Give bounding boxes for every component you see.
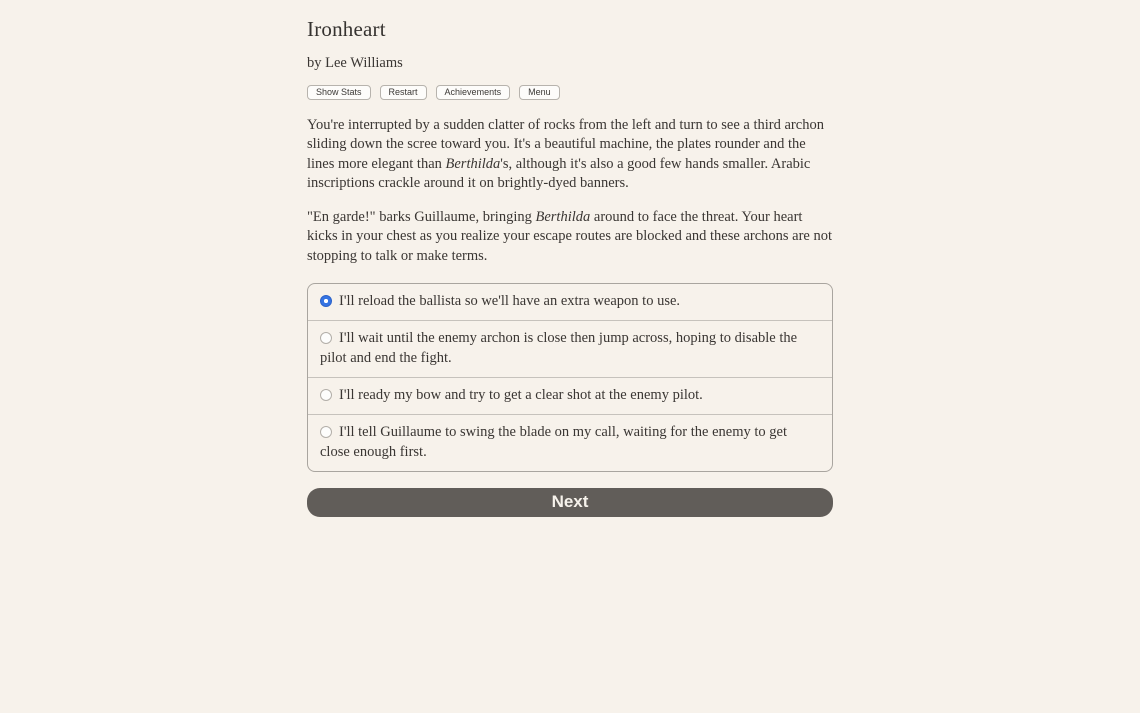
radio-unselected-icon[interactable] (320, 389, 332, 401)
radio-unselected-icon[interactable] (320, 332, 332, 344)
toolbar-button-achievements[interactable]: Achievements (436, 85, 511, 100)
next-button[interactable]: Next (307, 488, 833, 517)
toolbar (307, 85, 833, 100)
story-paragraph (307, 116, 833, 193)
toolbar-button-show-stats[interactable]: Show Stats (307, 85, 371, 100)
story-text (307, 116, 833, 266)
choice-option-label: I'll tell Guillaume to swing the blade on my call, waiting for the enemy to get close enough first. (320, 424, 787, 460)
toolbar-button-menu[interactable]: Menu (519, 85, 560, 100)
story-segment: around to face the threat. Your heart kicks in your chest as you realize your escape routes are blocked and these archons are not stopping to talk or make terms. (307, 209, 833, 264)
choice-option-4[interactable] (308, 415, 832, 471)
story-segment: "En garde!" barks Guillaume, bringing (307, 209, 536, 226)
story-segment: 's, although it's also a good few hands smaller. Arabic inscriptions crackle around it on brightly-dyed banners. (307, 155, 811, 191)
author-byline: by Lee Williams (307, 55, 403, 71)
story-segment-italic: Berthilda (535, 209, 591, 226)
choice-option-2[interactable] (308, 321, 832, 378)
story-paragraph (307, 208, 833, 266)
radio-unselected-icon[interactable] (320, 426, 332, 438)
story-segment-italic: Berthilda (445, 155, 501, 172)
toolbar-button-restart[interactable]: Restart (380, 85, 427, 100)
choice-option-3[interactable] (308, 378, 832, 415)
choice-list (307, 283, 833, 472)
game-content (307, 0, 833, 517)
choice-option-label: I'll ready my bow and try to get a clear shot at the enemy pilot. (339, 386, 703, 403)
choice-option-label: I'll reload the ballista so we'll have an extra weapon to use. (339, 293, 681, 310)
story-segment: You're interrupted by a sudden clatter of rocks from the left and turn to see a third archon sliding down the scree toward you. It's a beautiful machine, the plates rounder and the lines more elegant than (307, 117, 824, 172)
choice-option-1[interactable] (308, 284, 832, 321)
page-title: Ironheart (307, 17, 386, 41)
radio-selected-icon[interactable] (320, 295, 332, 307)
choice-option-label: I'll wait until the enemy archon is close then jump across, hoping to disable the pilot and end the fight. (320, 330, 798, 366)
